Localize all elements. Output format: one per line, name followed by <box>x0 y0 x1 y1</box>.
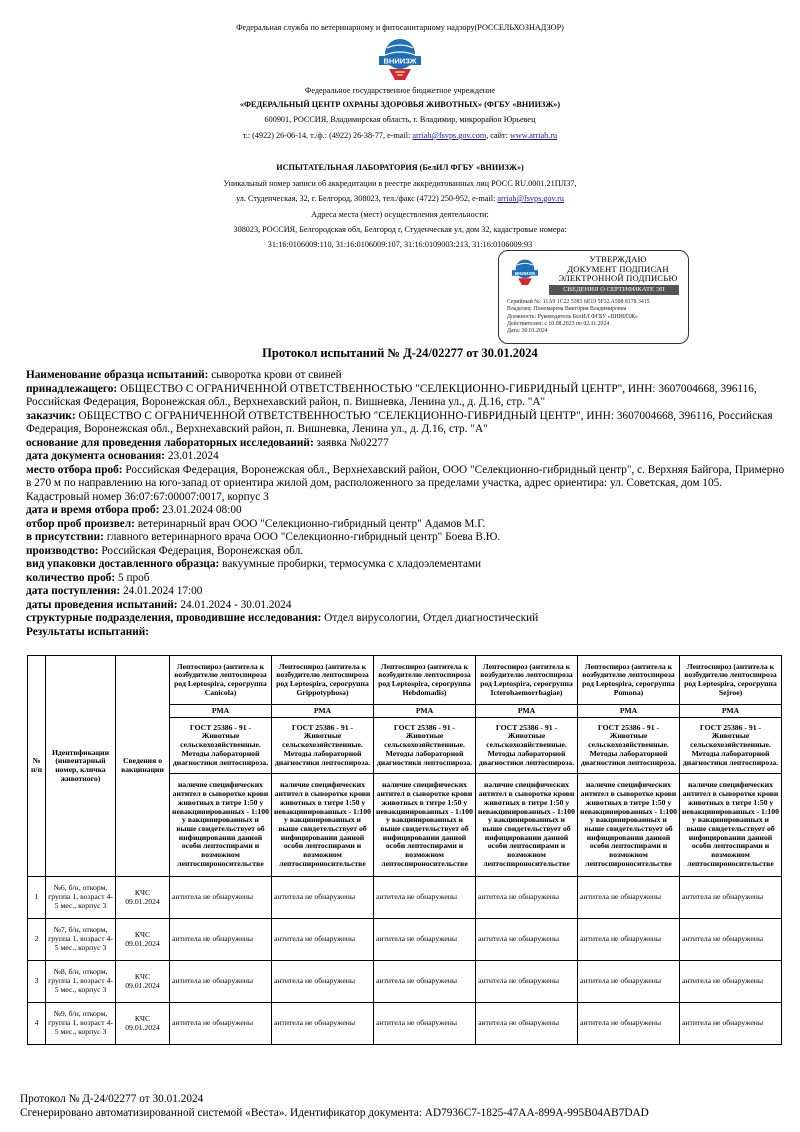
field-value: главного ветеринарного врача ООО "Селекционно-гибридный центр" Боева В.Ю. <box>103 531 501 543</box>
org-address: 600901, РОССИЯ, Владимирская область, г. Владимир, микрорайон Юрьевец <box>264 115 536 124</box>
criteria-cell: наличие специфических антител в сыворотке крови животных в титре 1:50 у невакцинированных - 1:100 у вакцинированных и выше свидетельствует об инфицировании данной особи лептоспирами и возможном лептоспироносительстве <box>272 774 374 877</box>
test-name-header: Лептоспироз (антитела к возбудителю лептоспироза род Leptospira, серогруппа Sejroe) <box>680 656 782 705</box>
field-row <box>26 504 786 518</box>
stamp-date: Дата: 30.01.2024 <box>507 328 548 335</box>
row-number: 2 <box>28 919 46 961</box>
stamp-line3: ЭЛЕКТРОННОЙ ПОДПИСЬЮ <box>558 273 678 284</box>
result-cell: антитела не обнаружены <box>578 877 680 919</box>
field-label: дата поступления: <box>26 585 121 597</box>
table-row <box>28 961 782 1003</box>
org-name: «ФЕДЕРАЛЬНЫЙ ЦЕНТР ОХРАНЫ ЗДОРОВЬЯ ЖИВОТНЫХ» (ФГБУ «ВНИИЗЖ») <box>239 100 561 109</box>
row-identification: №7, б/н, откорм, группа 1, возраст 4-5 мес., корпус 3 <box>46 919 116 961</box>
results-table <box>27 655 782 1045</box>
field-row <box>26 437 786 451</box>
org-type: Федеральное государственное бюджетное учреждение <box>304 86 496 95</box>
field-label: дата и время отбора проб: <box>26 504 160 516</box>
result-cell: антитела не обнаружены <box>578 1003 680 1045</box>
method-cell: РМА <box>680 705 782 718</box>
field-row <box>26 450 786 464</box>
result-cell: антитела не обнаружены <box>476 919 578 961</box>
col-vacc-header: Сведения о вакцинации <box>116 656 170 877</box>
result-cell: антитела не обнаружены <box>272 1003 374 1045</box>
criteria-cell: наличие специфических антител в сыворотке крови животных в титре 1:50 у невакцинированных - 1:100 у вакцинированных и выше свидетельствует об инфицировании данной особи лептоспирами и возможном лептоспироносительстве <box>374 774 476 877</box>
field-label: принадлежащего: <box>26 382 118 395</box>
activity-places-line1: 308023, РОССИЯ, Белгородская обл, Белгород г, Студенческая ул, дом 32, кадастровые номера: <box>233 225 567 234</box>
test-name-header: Лептоспироз (антитела к возбудителю лептоспироза род Leptospira, серогруппа Grippotyphosa) <box>272 656 374 705</box>
field-value: 23.01.2024 <box>165 450 219 462</box>
field-value: 5 проб <box>115 571 150 584</box>
test-name-header: Лептоспироз (антитела к возбудителю лептоспироза род Leptospira, серогруппа Pomona) <box>578 656 680 705</box>
result-cell: антитела не обнаружены <box>680 961 782 1003</box>
field-row <box>26 410 786 437</box>
field-label: заказчик: <box>26 409 76 422</box>
stamp-line1: УТВЕРЖДАЮ <box>589 254 647 264</box>
gost-cell: ГОСТ 25386 - 91 - Животные сельскохозяйственные. Методы лабораторной диагностики лептоспироза. <box>578 718 680 774</box>
stamp-serial: Серийный №: 11A9 1C22 5383 6E19 5F32 A598 8178 3415 <box>507 299 650 305</box>
stamp-logo <box>507 257 543 287</box>
criteria-cell: наличие специфических антител в сыворотке крови животных в титре 1:50 у невакцинированных - 1:100 у вакцинированных и выше свидетельствует об инфицировании данной особи лептоспирами и возможном лептоспироносительстве <box>680 774 782 877</box>
org-site-link[interactable]: www.arriah.ru <box>509 131 558 140</box>
field-label: основание для проведения лабораторных исследований: <box>26 436 314 449</box>
result-cell: антитела не обнаружены <box>476 1003 578 1045</box>
row-vaccination: КЧС 09.01.2024 <box>116 1003 170 1045</box>
criteria-cell: наличие специфических антител в сыворотке крови животных в титре 1:50 у невакцинированных - 1:100 у вакцинированных и выше свидетельствует об инфицировании данной особи лептоспирами и возможном лептоспироносительстве <box>170 774 272 877</box>
field-row <box>26 612 786 626</box>
activity-places-label: Адреса места (мест) осуществления деятельности: <box>311 210 489 219</box>
field-value: 23.01.2024 08:00 <box>159 504 242 516</box>
field-row <box>26 464 786 505</box>
stamp-position: Должность: Руководитель БелИЛ ФГБУ «ВНИИЗЖ» <box>507 313 638 320</box>
row-identification: №8, б/н, откорм, группа 1, возраст 4-5 мес., корпус 3 <box>46 961 116 1003</box>
header-row <box>28 656 782 705</box>
field-value: ОБЩЕСТВО С ОГРАНИЧЕННОЙ ОТВЕТСТВЕННОСТЬЮ "СЕЛЕКЦИОННО-ГИБРИДНЫЙ ЦЕНТР", ИНН: 3607004668, 396116, Российская Федерация, Воронежская обл., Верхнехавский район, п. Вишневка, Ленина ул., д. Д.16, стр. "А" <box>26 382 757 408</box>
field-row <box>26 558 786 572</box>
gost-cell: ГОСТ 25386 - 91 - Животные сельскохозяйственные. Методы лабораторной диагностики лептоспироза. <box>374 718 476 774</box>
result-cell: антитела не обнаружены <box>374 919 476 961</box>
stamp-owner: Владелец: Пономарева Виктория Владимировна <box>507 306 627 313</box>
field-label: дата документа основания: <box>26 450 165 462</box>
field-label: структурные подразделения, проводившие исследования: <box>26 612 322 624</box>
method-cell: РМА <box>170 705 272 718</box>
e-signature-stamp <box>498 250 689 344</box>
field-label: вид упаковки доставленного образца: <box>26 558 220 570</box>
logo-text: ВНИИЗЖ <box>383 56 417 66</box>
lab-email-link[interactable]: arriah@fsvps.gov.ru <box>497 194 564 203</box>
gost-cell: ГОСТ 25386 - 91 - Животные сельскохозяйственные. Методы лабораторной диагностики лептоспироза. <box>680 718 782 774</box>
stamp-title <box>549 255 687 284</box>
field-value: ветеринарный врач ООО "Селекционно-гибридный центр" Адамов М.Г. <box>134 517 486 530</box>
result-cell: антитела не обнаружены <box>476 961 578 1003</box>
field-value: 24.01.2024 17:00 <box>120 585 203 597</box>
field-row <box>26 599 786 613</box>
field-value: Российская Федерация, Воронежская обл. <box>98 544 304 557</box>
field-label: производство: <box>26 544 99 557</box>
stamp-details <box>507 299 685 335</box>
footer-protocol: Протокол № Д-24/02277 от 30.01.2024 <box>20 1093 204 1105</box>
result-cell: антитела не обнаружены <box>272 877 374 919</box>
result-cell: антитела не обнаружены <box>680 1003 782 1045</box>
test-name-header: Лептоспироз (антитела к возбудителю лептоспироза род Leptospira, серогруппа Icterohaemorrhagiae) <box>476 656 578 705</box>
col-id-header: Идентификации (инвентарный номер, кличка животного) <box>46 656 116 877</box>
result-cell: антитела не обнаружены <box>680 919 782 961</box>
result-cell: антитела не обнаружены <box>272 919 374 961</box>
result-cell: антитела не обнаружены <box>578 961 680 1003</box>
field-value: Российская Федерация, Воронежская обл., Верхнехавский район, ООО "Селекционно-гибридный центр", с. Верхняя Байгора, Примерно в 270 м по направлению на юго-запад от ориентира жилой дом, расположенного за пределами участка, адрес ориентира: ул. Советская, дом 105. Кадастровый номер 36:07:67:00007:0017, корпус 3 <box>26 463 785 503</box>
field-label: количество проб: <box>26 571 116 584</box>
agency-name: Федеральная служба по ветеринарному и фитосанитарному надзору(РОССЕЛЬХОЗНАДЗОР) <box>236 23 564 32</box>
result-cell: антитела не обнаружены <box>374 961 476 1003</box>
table-row <box>28 919 782 961</box>
result-cell: антитела не обнаружены <box>170 877 272 919</box>
gost-cell: ГОСТ 25386 - 91 - Животные сельскохозяйственные. Методы лабораторной диагностики лептоспироза. <box>272 718 374 774</box>
test-name-header: Лептоспироз (антитела к возбудителю лептоспироза род Leptospira, серогруппа Canicola) <box>170 656 272 705</box>
result-cell: антитела не обнаружены <box>374 1003 476 1045</box>
field-value: заявка №02277 <box>313 436 389 449</box>
org-contacts-prefix: т.: (4922) 26-06-14, т./ф.: (4922) 26-38-77, e-mail: <box>242 131 413 140</box>
stamp-valid: Действителен: с 10.08.2023 по 02.11.2024 <box>507 320 610 327</box>
result-cell: антитела не обнаружены <box>374 877 476 919</box>
field-value: сыворотка крови от свиней <box>208 369 342 381</box>
lab-name: ИСПЫТАТЕЛЬНАЯ ЛАБОРАТОРИЯ (БелИЛ ФГБУ «ВНИИЗЖ») <box>276 163 524 172</box>
result-cell: антитела не обнаружены <box>578 919 680 961</box>
table-row <box>28 1003 782 1045</box>
row-identification: №6, б/н, откорм, группа 1, возраст 4-5 мес., корпус 3 <box>46 877 116 919</box>
field-row <box>26 369 786 383</box>
org-email-link[interactable]: arriah@fsvps.gov.com <box>412 131 487 140</box>
field-row <box>26 518 786 532</box>
sample-details <box>26 369 786 639</box>
vniizh-logo <box>371 36 429 82</box>
lab-address <box>0 193 800 204</box>
method-cell: РМА <box>374 705 476 718</box>
field-label: в присутствии: <box>26 531 104 543</box>
method-cell: РМА <box>272 705 374 718</box>
field-value: 24.01.2024 - 30.01.2024 <box>177 598 292 611</box>
field-label: отбор проб произвел: <box>26 517 135 530</box>
row-vaccination: КЧС 09.01.2024 <box>116 877 170 919</box>
field-row <box>26 383 786 410</box>
row-number: 1 <box>28 877 46 919</box>
result-cell: антитела не обнаружены <box>170 919 272 961</box>
result-cell: антитела не обнаружены <box>170 961 272 1003</box>
row-number: 4 <box>28 1003 46 1045</box>
field-value: Отдел вирусологии, Отдел диагностический <box>321 612 539 624</box>
field-value: ОБЩЕСТВО С ОГРАНИЧЕННОЙ ОТВЕТСТВЕННОСТЬЮ "СЕЛЕКЦИОННО-ГИБРИДНЫЙ ЦЕНТР", ИНН: 3607004668, 396116, Российская Федерация, Воронежская обл., Верхнехавский район, п. Вишневка, Ленина ул., д. Д.16, стр. "А" <box>26 409 773 435</box>
field-row <box>26 545 786 559</box>
row-vaccination: КЧС 09.01.2024 <box>116 919 170 961</box>
field-row <box>26 531 786 545</box>
criteria-cell: наличие специфических антител в сыворотке крови животных в титре 1:50 у невакцинированных - 1:100 у вакцинированных и выше свидетельствует об инфицировании данной особи лептоспирами и возможном лептоспироносительстве <box>476 774 578 877</box>
protocol-title: Протокол испытаний № Д-24/02277 от 30.01.2024 <box>262 346 538 360</box>
field-row <box>26 626 786 640</box>
field-label: даты проведения испытаний: <box>26 598 178 611</box>
org-contacts <box>0 130 800 141</box>
result-cell: антитела не обнаружены <box>272 961 374 1003</box>
result-cell: антитела не обнаружены <box>476 877 578 919</box>
stamp-logo-text: ВНИИЗЖ <box>514 270 536 276</box>
row-identification: №9, б/н, откорм, группа 1, возраст 4-5 мес., корпус 3 <box>46 1003 116 1045</box>
criteria-cell: наличие специфических антител в сыворотке крови животных в титре 1:50 у невакцинированных - 1:100 у вакцинированных и выше свидетельствует об инфицировании данной особи лептоспирами и возможном лептоспироносительстве <box>578 774 680 877</box>
field-label: Результаты испытаний: <box>26 625 150 638</box>
stamp-line2: ДОКУМЕНТ ПОДПИСАН <box>567 263 669 274</box>
org-site-prefix: , сайт: <box>486 131 510 140</box>
method-cell: РМА <box>476 705 578 718</box>
col-num-header: № п/п <box>28 656 46 877</box>
field-row <box>26 572 786 586</box>
result-cell: антитела не обнаружены <box>170 1003 272 1045</box>
footer-generated: Сгенерировано автоматизированной системой «Веста». Идентификатор документа: AD7936C7-1825-47AA-899A-995B04AB7DAD <box>20 1107 649 1119</box>
row-number: 3 <box>28 961 46 1003</box>
lab-accreditation: Уникальный номер записи об аккредитации в реестре аккредитованных лиц РОСС RU.0001.21ПЛ37, <box>223 179 577 188</box>
field-value: вакуумные пробирки, термосумка с хладоэлементами <box>219 558 482 570</box>
result-cell: антитела не обнаружены <box>680 877 782 919</box>
method-cell: РМА <box>578 705 680 718</box>
field-label: место отбора проб: <box>26 463 123 476</box>
stamp-cert-label: СВЕДЕНИЯ О СЕРТИФИКАТЕ ЭП <box>549 285 679 295</box>
test-name-header: Лептоспироз (антитела к возбудителю лептоспироза род Leptospira, серогруппа Hebdomadis) <box>374 656 476 705</box>
activity-places-line2: 31:16:0106009:110, 31:16:0106009:107, 31:16:0109003:213, 31:16:0106009:93 <box>267 240 533 249</box>
row-vaccination: КЧС 09.01.2024 <box>116 961 170 1003</box>
lab-address-prefix: ул. Студенческая, 32, г. Белгород, 308023, тел./факс (4722) 250-952, e-mail: <box>236 194 498 203</box>
table-row <box>28 877 782 919</box>
gost-cell: ГОСТ 25386 - 91 - Животные сельскохозяйственные. Методы лабораторной диагностики лептоспироза. <box>476 718 578 774</box>
field-row <box>26 585 786 599</box>
field-label: Наименование образца испытаний: <box>26 369 209 381</box>
gost-cell: ГОСТ 25386 - 91 - Животные сельскохозяйственные. Методы лабораторной диагностики лептоспироза. <box>170 718 272 774</box>
